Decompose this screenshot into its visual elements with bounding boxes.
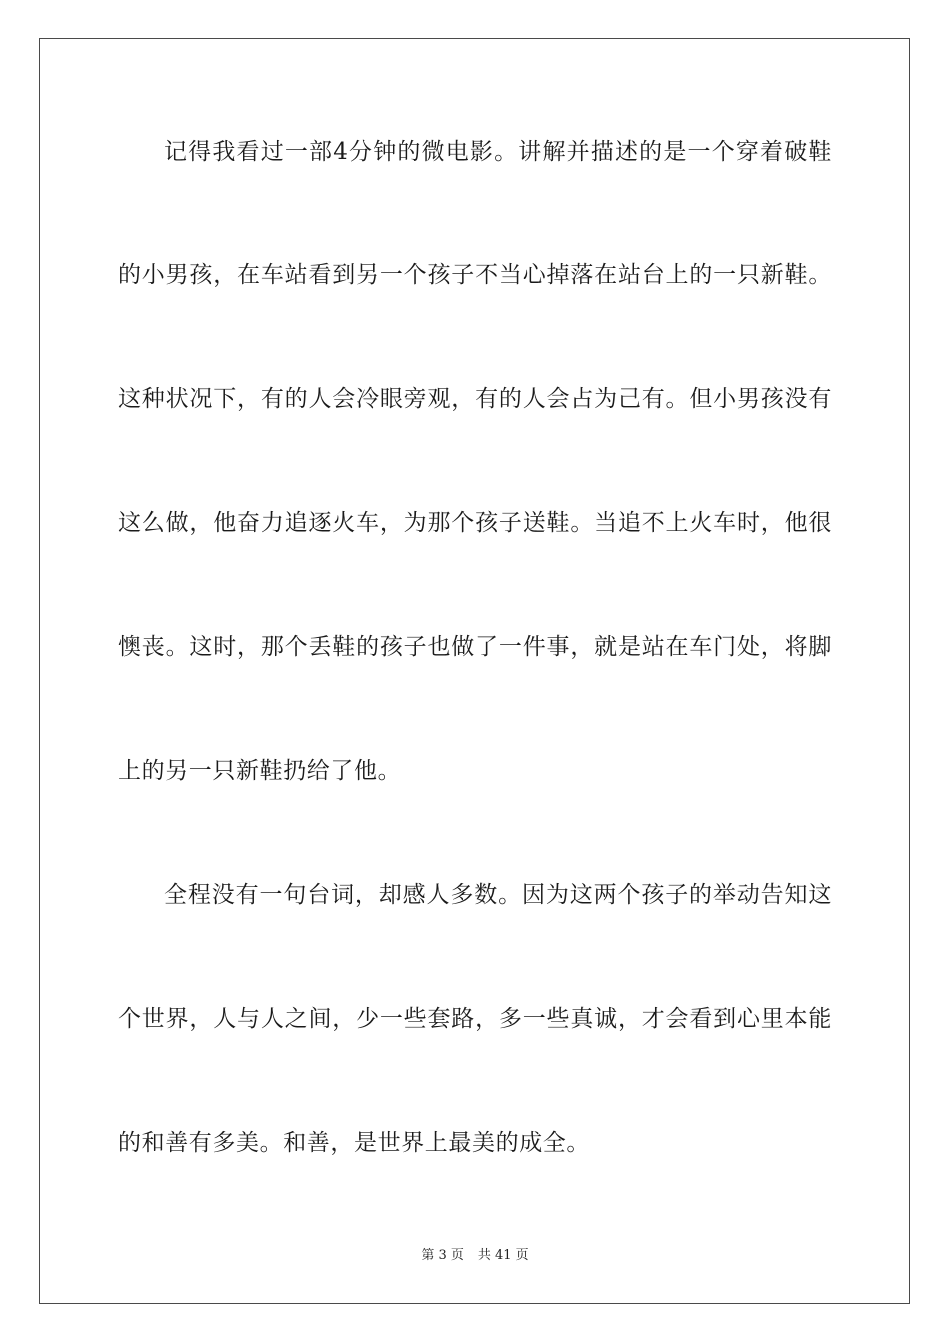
- paragraph-1-line-4: 这么做，他奋力追逐火车，为那个孩子送鞋。当追不上火车时，他很: [118, 510, 832, 536]
- page-number: 第 3 页: [421, 1248, 464, 1263]
- paragraph-1-line-5: 懊丧。这时，那个丢鞋的孩子也做了一件事，就是站在车门处，将脚: [118, 634, 832, 660]
- paragraph-1-line-2: 的小男孩，在车站看到另一个孩子不当心掉落在站台上的一只新鞋。: [118, 262, 832, 288]
- paragraph-2-line-1: 全程没有一句台词，却感人多数。因为这两个孩子的举动告知这: [164, 882, 832, 908]
- paragraph-1-line-6: 上的另一只新鞋扔给了他。: [118, 758, 402, 784]
- paragraph-1-line-1: 记得我看过一部4分钟的微电影。讲解并描述的是一个穿着破鞋: [164, 139, 832, 165]
- paragraph-1-line-3: 这种状况下，有的人会冷眼旁观，有的人会占为己有。但小男孩没有: [118, 386, 832, 412]
- paragraph-2-line-2: 个世界，人与人之间，少一些套路，多一些真诚，才会看到心里本能: [118, 1006, 832, 1032]
- page-footer: [0, 1247, 950, 1265]
- page-border: [39, 38, 910, 1304]
- page-total: 共 41 页: [477, 1248, 529, 1263]
- paragraph-2-line-3: 的和善有多美。和善，是世界上最美的成全。: [118, 1130, 590, 1156]
